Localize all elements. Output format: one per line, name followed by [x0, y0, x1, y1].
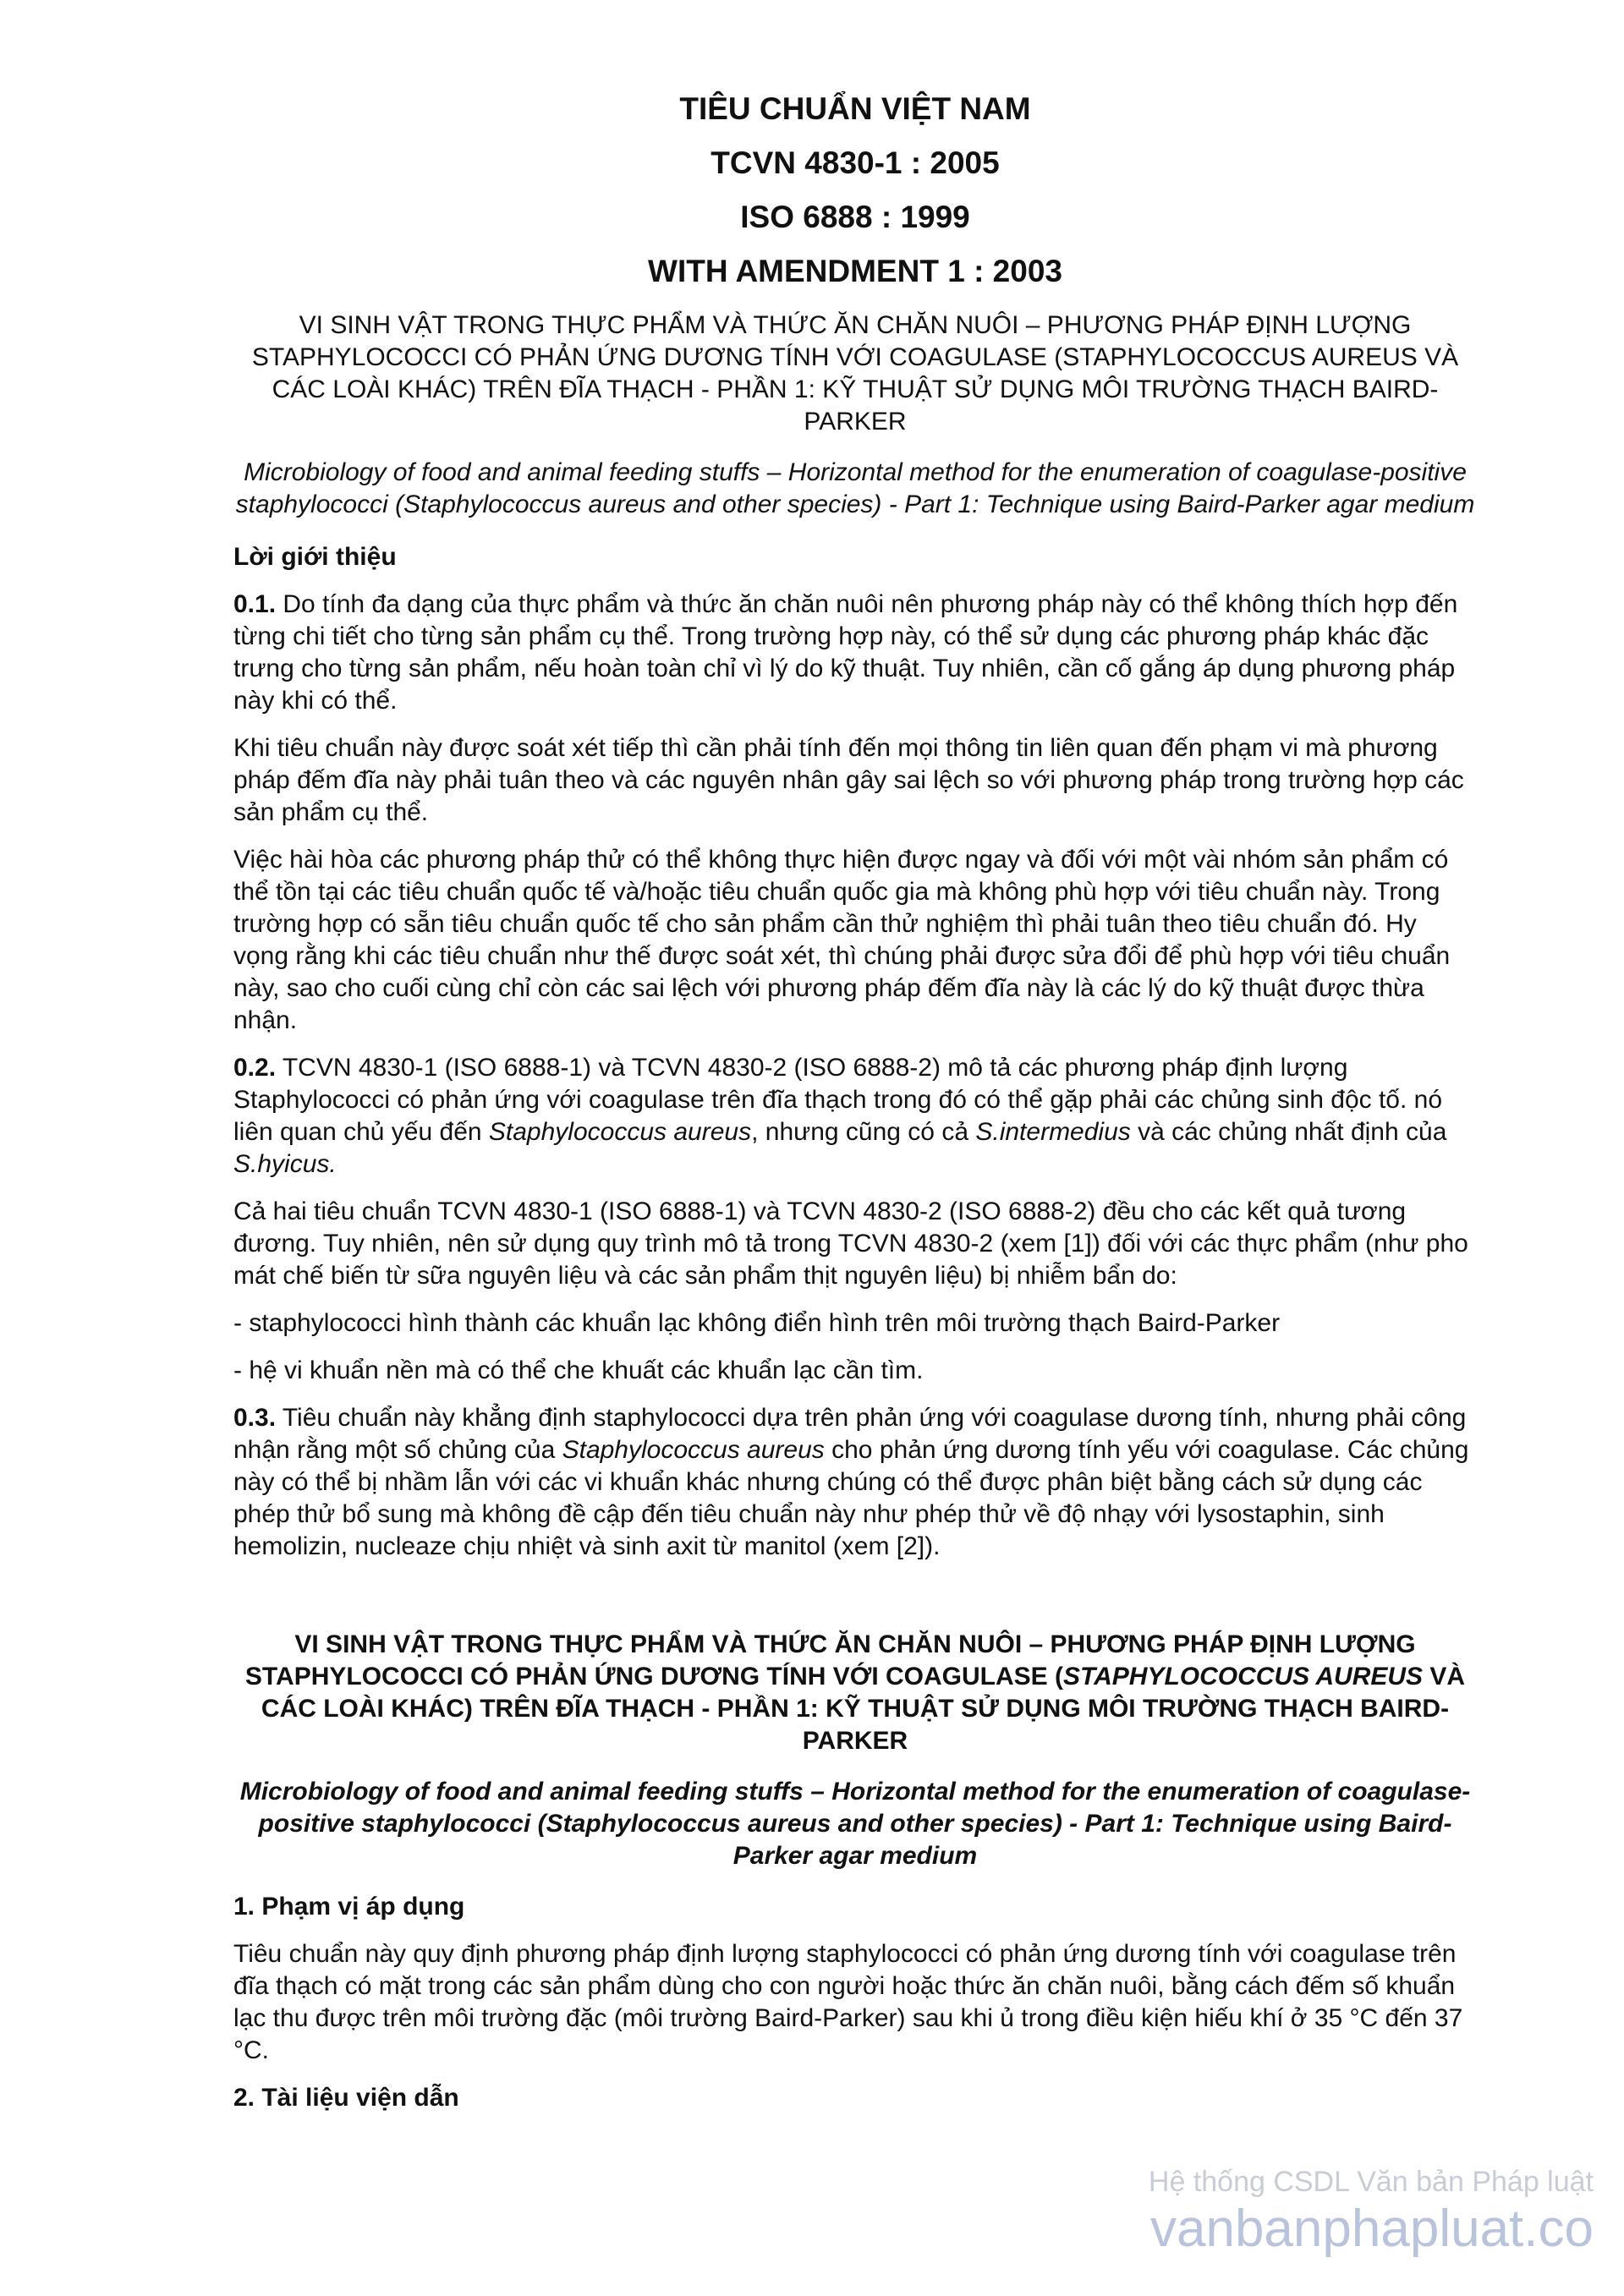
paragraph-text: , nhưng cũng có cả: [751, 1118, 976, 1146]
species-name: S.intermedius: [975, 1118, 1131, 1146]
intro-bullet-2: - hệ vi khuẩn nền mà có thể che khuất các khuẩn lạc cần tìm.: [233, 1356, 924, 1384]
doc-header-tcvn: TCVN 4830-1 : 2005: [710, 145, 1000, 180]
doc-title-vi: VI SINH VẬT TRONG THỰC PHẨM VÀ THỨC ĂN CHĂN NUÔI – PHƯƠNG PHÁP ĐỊNH LƯỢNG STAPHYLOCOCCI CÓ PHẢN ỨNG DƯƠNG TÍNH VỚI COAGULASE (STAPHYLOCOCCUS AUREUS VÀ CÁC LOÀI KHÁC) TRÊN ĐĨA THẠCH - PHẦN 1: KỸ THUẬT SỬ DỤNG MÔI TRƯỜNG THẠCH BAIRD-PARKER: [251, 311, 1459, 436]
body-title-en: Microbiology of food and animal feeding stuffs – Horizontal method for the enumeration of coagulase-positive staphylococci (Staphylococcus aureus and other species) - Part 1: Technique using Baird-Parker agar medium: [239, 1778, 1471, 1870]
clause-number: 0.3.: [233, 1404, 277, 1432]
section-2-heading: 2. Tài liệu viện dẫn: [233, 2084, 459, 2112]
doc-title-en: Microbiology of food and animal feeding stuffs – Horizontal method for the enumeration of coagulase-positive staphylococci (Staphylococcus aureus and other species) - Part 1: Technique using Baird-Parker agar medium: [235, 458, 1475, 518]
species-name: S.hyicus.: [233, 1150, 337, 1178]
doc-header-iso: ISO 6888 : 1999: [740, 200, 970, 234]
title-text: VÀ CÁC LOÀI KHÁC) TRÊN ĐĨA THẠCH - PHẦN 1: KỸ THUẬT SỬ DỤNG MÔI TRƯỜNG THẠCH BAIRD-PARKER: [261, 1663, 1466, 1755]
species-name: STAPHYLOCOCCUS AUREUS: [1063, 1663, 1424, 1690]
species-name: Staphylococcus aureus: [488, 1118, 752, 1146]
section-1-text: Tiêu chuẩn này quy định phương pháp định lượng staphylococci có phản ứng dương tính với coagulase trên đĩa thạch có mặt trong các sản phẩm dùng cho con người hoặc thức ăn chăn nuôi, bằng cách đếm số khuẩn lạc thu được trên môi trường đặc (môi trường Baird-Parker) sau khi ủ trong điều kiện hiếu khí ở 35 °C đến 37 °C.: [233, 1940, 1463, 2064]
intro-bullet-1: - staphylococci hình thành các khuẩn lạc không điển hình trên môi trường thạch Baird-Parker: [233, 1309, 1281, 1337]
intro-paragraph-0-1: [233, 589, 1477, 717]
title-text: VI SINH VẬT TRONG THỰC PHẨM VÀ THỨC ĂN CHĂN NUÔI – PHƯƠNG PHÁP ĐỊNH LƯỢNG STAPHYLOCOCCI CÓ PHẢN ỨNG DƯƠNG TÍNH VỚI COAGULASE (: [244, 1630, 1416, 1690]
species-name: Staphylococcus aureus: [562, 1436, 825, 1464]
intro-paragraph-0-2: [233, 1052, 1477, 1181]
doc-header-standard: TIÊU CHUẨN VIỆT NAM: [679, 91, 1031, 126]
clause-number: 0.2.: [233, 1054, 277, 1082]
section-1-heading: 1. Phạm vị áp dụng: [233, 1893, 465, 1921]
doc-header-amendment: WITH AMENDMENT 1 : 2003: [648, 254, 1062, 288]
paragraph-text: cho phản ứng dương tính yếu với coagulase. Các chủng này có thể bị nhầm lẫn với các vi khuẩn khác nhưng chúng có thể được phân biệt bằng cách sử dụng các phép thử bổ sung mà không đề cập đến tiêu chuẩn này như phép thử về độ nhạy với lysostaphin, sinh hemolizin, nucleaze chịu nhiệt và sinh axit từ manitol (xem [2]).: [233, 1436, 1469, 1560]
body-title-vi: [233, 1629, 1477, 1757]
intro-paragraph-0-3: [233, 1402, 1477, 1563]
watermark: [1149, 2165, 1594, 2260]
intro-paragraph-0-2b: Cả hai tiêu chuẩn TCVN 4830-1 (ISO 6888-1) và TCVN 4830-2 (ISO 6888-2) đều cho các kết quả tương đương. Tuy nhiên, nên sử dụng quy trình mô tả trong TCVN 4830-2 (xem [1]) đối với các thực phẩm (như pho mát chế biến từ sữa nguyên liệu và các sản phẩm thịt nguyên liệu) bị nhiễm bẩn do:: [233, 1197, 1468, 1290]
paragraph-text: TCVN 4830-1 (ISO 6888-1) và TCVN 4830-2 (ISO 6888-2) mô tả các phương pháp định lượng Staphylococci có phản ứng với coagulase trên đĩa thạch trong đó có thể gặp phải các chủng sinh độc tố. nó liên quan chủ yếu đến: [233, 1054, 1443, 1146]
intro-heading: Lời giới thiệu: [233, 543, 397, 571]
intro-paragraph-0-1b: Khi tiêu chuẩn này được soát xét tiếp thì cần phải tính đến mọi thông tin liên quan đến phạm vi mà phương pháp đếm đĩa này phải tuân theo và các nguyên nhân gây sai lệch so với phương pháp trong trường hợp các sản phẩm cụ thể.: [233, 734, 1464, 826]
clause-number: 0.1.: [233, 590, 277, 618]
paragraph-text: và các chủng nhất định của: [1130, 1118, 1447, 1146]
watermark-line-1: Hệ thống CSDL Văn bản Pháp luật: [1148, 2166, 1594, 2198]
paragraph-text: Do tính đa dạng của thực phẩm và thức ăn chăn nuôi nên phương pháp này có thể không thích hợp đến từng chi tiết cho từng sản phẩm cụ thể. Trong trường hợp này, có thể sử dụng các phương pháp khác đặc trưng cho từng sản phẩm, nếu hoàn toàn chỉ vì lý do kỹ thuật. Tuy nhiên, cần cố gắng áp dụng phương pháp này khi có thể.: [233, 590, 1458, 715]
watermark-line-2: vanbanphapluat.co: [1149, 2200, 1594, 2258]
paragraph-text: Tiêu chuẩn này khẳng định staphylococci dựa trên phản ứng với coagulase dương tính, nhưng phải công nhận rằng một số chủng của: [233, 1404, 1467, 1464]
intro-paragraph-0-1c: Việc hài hòa các phương pháp thử có thể không thực hiện được ngay và đối với một vài nhóm sản phẩm có thể tồn tại các tiêu chuẩn quốc tế và/hoặc tiêu chuẩn quốc gia mà không phù hợp với tiêu chuẩn này. Trong trường hợp có sẵn tiêu chuẩn quốc tế cho sản phẩm cần thử nghiệm thì phải tuân theo tiêu chuẩn đó. Hy vọng rằng khi các tiêu chuẩn như thế được soát xét, thì chúng phải được sửa đổi để phù hợp với tiêu chuẩn này, sao cho cuối cùng chỉ còn các sai lệch với phương pháp đếm đĩa này là các lý do kỹ thuật được thừa nhận.: [233, 846, 1451, 1034]
document-page: [233, 85, 1477, 2129]
